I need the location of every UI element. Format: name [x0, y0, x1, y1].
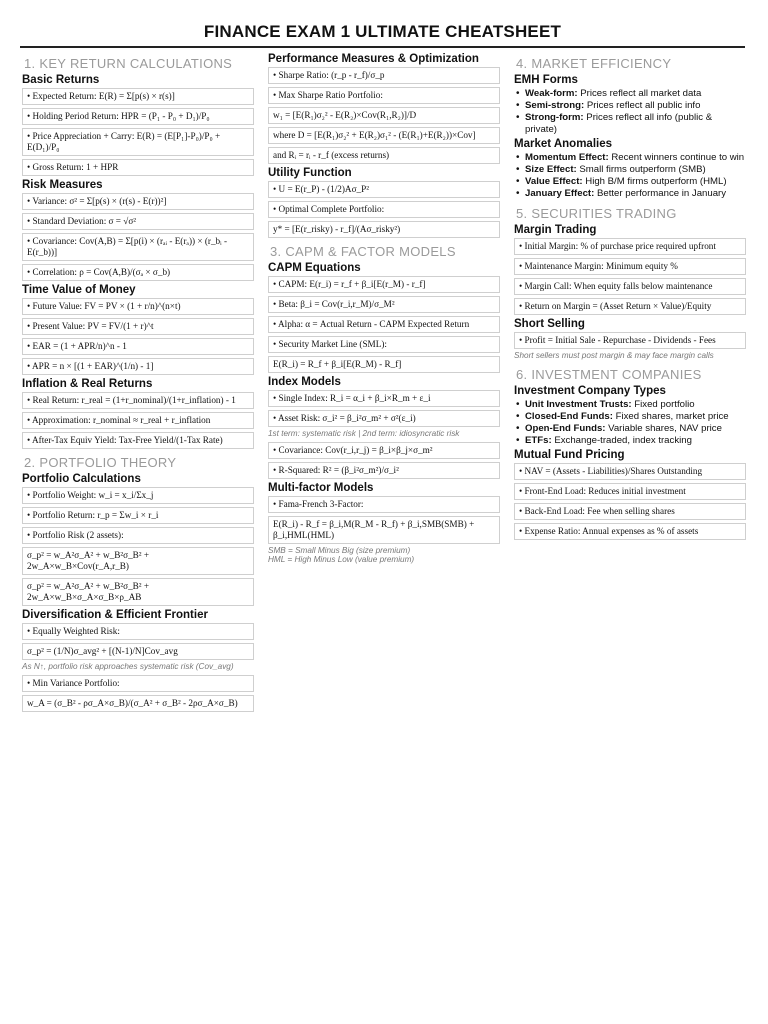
formula-box: • CAPM: E(r_i) = r_f + β_i[E(r_M) - r_f]: [268, 276, 500, 293]
formula-box: • Alpha: α = Actual Return - CAPM Expected Return: [268, 316, 500, 333]
formula-box: • Margin Call: When equity falls below maintenance: [514, 278, 746, 295]
subheading-performance-measures: Performance Measures & Optimization: [268, 53, 479, 65]
formula-box: • Real Return: r_real = (1+r_nominal)/(1+r_inflation) - 1: [22, 392, 254, 409]
formula-box: • Beta: β_i = Cov(r_i,r_M)/σ_M²: [268, 296, 500, 313]
list-item: • Strong-form: Prices reflect all info (public & private): [514, 112, 746, 134]
formula-box: y* = [E(r_risky) - r_f]/(Aσ_risky²): [268, 221, 500, 238]
subheading-index-models: Index Models: [268, 376, 341, 388]
formula-box: • Min Variance Portfolio:: [22, 675, 254, 692]
formula-box: • Covariance: Cov(r_i,r_j) = β_i×β_j×σ_m²: [268, 442, 500, 459]
subheading-time-value-of-money: Time Value of Money: [22, 284, 136, 296]
subheading-risk-measures: Risk Measures: [22, 179, 103, 191]
note: Short sellers must post margin & may face margin calls: [514, 350, 714, 360]
formula-box: • Equally Weighted Risk:: [22, 623, 254, 640]
subheading-multi-factor-models: Multi-factor Models: [268, 482, 374, 494]
subheading-market-anomalies: Market Anomalies: [514, 137, 612, 150]
formula-box: σ_p² = (1/N)σ_avg² + [(N-1)/N]Cov_avg: [22, 643, 254, 660]
formula-box: • Correlation: ρ = Cov(A,B)/(σₐ × σ_b): [22, 264, 254, 281]
bullet-list: [514, 152, 746, 200]
bullet-list: [514, 88, 746, 135]
subheading-margin-trading: Margin Trading: [514, 223, 597, 236]
formula-box: and Rᵢ = rᵢ - r_f (excess returns): [268, 147, 500, 164]
subheading-basic-returns: Basic Returns: [22, 74, 100, 86]
subheading-portfolio-calculations: Portfolio Calculations: [22, 473, 141, 485]
subheading-emh-forms: EMH Forms: [514, 74, 578, 86]
formula-box: • Portfolio Risk (2 assets):: [22, 527, 254, 544]
formula-box: where D = [E(R₁)σ₂² + E(R₂)σ₁² - (E(R₁)+E(R₂))×Cov]: [268, 127, 500, 144]
formula-box: • Initial Margin: % of purchase price required upfront: [514, 238, 746, 255]
formula-box: • EAR = (1 + APR/n)^n - 1: [22, 338, 254, 355]
formula-box: • Max Sharpe Ratio Portfolio:: [268, 87, 500, 104]
section-heading-capm: 3. CAPM & FACTOR MODELS: [270, 244, 456, 259]
formula-box: • Holding Period Return: HPR = (P₁ - P₀ + D₁)/P₀: [22, 108, 254, 125]
subheading-capm-equations: CAPM Equations: [268, 262, 361, 274]
list-item: • Weak-form: Prices reflect all market data: [514, 88, 746, 99]
section-heading-investment-companies: 6. INVESTMENT COMPANIES: [516, 366, 702, 382]
column-3: [514, 50, 746, 543]
formula-box: • Approximation: r_nominal ≈ r_real + r_inflation: [22, 412, 254, 429]
formula-box: • Maintenance Margin: Minimum equity %: [514, 258, 746, 275]
formula-box: • Sharpe Ratio: (r_p - r_f)/σ_p: [268, 67, 500, 84]
formula-box: • Return on Margin = (Asset Return × Value)/Equity: [514, 298, 746, 315]
bullet-list: [514, 399, 746, 447]
note: As N↑, portfolio risk approaches systematic risk (Cov_avg): [22, 662, 234, 671]
formula-box: • NAV = (Assets - Liabilities)/Shares Outstanding: [514, 463, 746, 480]
formula-box: E(R_i) = R_f + β_i[E(R_M) - R_f]: [268, 356, 500, 373]
formula-box: • Future Value: FV = PV × (1 + r/n)^(n×t): [22, 298, 254, 315]
subheading-utility-function: Utility Function: [268, 167, 352, 179]
formula-box: • Price Appreciation + Carry: E(R) = (E[P₁]-P₀)/P₀ + E(D₁)/P₀: [22, 128, 254, 156]
formula-box: • Present Value: PV = FV/(1 + r)^t: [22, 318, 254, 335]
column-1: [22, 50, 254, 715]
list-item: • Semi-strong: Prices reflect all public info: [514, 100, 746, 111]
formula-box: • Gross Return: 1 + HPR: [22, 159, 254, 176]
page-title: FINANCE EXAM 1 ULTIMATE CHEATSHEET: [20, 22, 745, 48]
subheading-investment-company-types: Investment Company Types: [514, 384, 666, 397]
formula-box: • Expected Return: E(R) = Σ[p(s) × r(s)]: [22, 88, 254, 105]
list-item: • Size Effect: Small firms outperform (SMB): [514, 164, 746, 175]
subheading-diversification: Diversification & Efficient Frontier: [22, 609, 208, 621]
formula-box: • Covariance: Cov(A,B) = Σ[p(i) × (rₐᵢ - E(rₐ)) × (r_bᵢ - E(r_b))]: [22, 233, 254, 261]
formula-box: E(R_i) - R_f = β_i,M(R_M - R_f) + β_i,SMB(SMB) + β_i,HML(HML): [268, 516, 500, 544]
list-item: • Closed-End Funds: Fixed shares, market price: [514, 411, 746, 422]
formula-box: • Fama-French 3-Factor:: [268, 496, 500, 513]
formula-box: w_A = (σ_B² - ρσ_A×σ_B)/(σ_A² + σ_B² - 2ρσ_A×σ_B): [22, 695, 254, 712]
formula-box: • Profit = Initial Sale - Repurchase - Dividends - Fees: [514, 332, 746, 349]
subheading-mutual-fund-pricing: Mutual Fund Pricing: [514, 449, 625, 462]
section-heading-portfolio-theory: 2. PORTFOLIO THEORY: [24, 455, 177, 470]
formula-box: • APR = n × [(1 + EAR)^(1/n) - 1]: [22, 358, 254, 375]
formula-box: σ_p² = w_A²σ_A² + w_B²σ_B² + 2w_A×w_B×Cov(r_A,r_B): [22, 547, 254, 575]
section-heading-securities-trading: 5. SECURITIES TRADING: [516, 205, 677, 221]
note: HML = High Minus Low (value premium): [268, 555, 415, 564]
formula-box: • Security Market Line (SML):: [268, 336, 500, 353]
list-item: • Value Effect: High B/M firms outperform (HML): [514, 176, 746, 187]
formula-box: • Back-End Load: Fee when selling shares: [514, 503, 746, 520]
list-item: • Unit Investment Trusts: Fixed portfolio: [514, 399, 746, 410]
subheading-inflation: Inflation & Real Returns: [22, 378, 153, 390]
formula-box: σ_p² = w_A²σ_A² + w_B²σ_B² + 2w_A×w_B×σ_A×σ_B×ρ_AB: [22, 578, 254, 606]
formula-box: • Asset Risk: σ_i² = β_i²σ_m² + σ²(ε_i): [268, 410, 500, 427]
formula-box: • Portfolio Return: r_p = Σw_i × r_i: [22, 507, 254, 524]
formula-box: • Front-End Load: Reduces initial investment: [514, 483, 746, 500]
formula-box: • Single Index: R_i = α_i + β_i×R_m + ε_i: [268, 390, 500, 407]
note: SMB = Small Minus Big (size premium): [268, 546, 411, 555]
formula-box: • Optimal Complete Portfolio:: [268, 201, 500, 218]
list-item: • ETFs: Exchange-traded, index tracking: [514, 435, 746, 446]
list-item: • Open-End Funds: Variable shares, NAV price: [514, 423, 746, 434]
column-2: [268, 50, 500, 568]
section-heading-market-efficiency: 4. MARKET EFFICIENCY: [516, 56, 672, 71]
list-item: • Momentum Effect: Recent winners continue to win: [514, 152, 746, 163]
list-item: • January Effect: Better performance in January: [514, 188, 746, 199]
formula-box: w₁ = [E(R₁)σ₂² - E(R₂)×Cov(R₁,R₂)]/D: [268, 107, 500, 124]
formula-box: • Standard Deviation: σ = √σ²: [22, 213, 254, 230]
formula-box: • Portfolio Weight: w_i = x_i/Σx_j: [22, 487, 254, 504]
formula-box: • U = E(r_P) - (1/2)Aσ_P²: [268, 181, 500, 198]
section-heading-key-returns: 1. KEY RETURN CALCULATIONS: [24, 56, 233, 71]
formula-box: • Expense Ratio: Annual expenses as % of assets: [514, 523, 746, 540]
formula-box: • After-Tax Equiv Yield: Tax-Free Yield/(1-Tax Rate): [22, 432, 254, 449]
subheading-short-selling: Short Selling: [514, 317, 585, 330]
formula-box: • R-Squared: R² = (β_i²σ_m²)/σ_i²: [268, 462, 500, 479]
note: 1st term: systematic risk | 2nd term: idiosyncratic risk: [268, 429, 460, 438]
formula-box: • Variance: σ² = Σ[p(s) × (r(s) - E(r))²]: [22, 193, 254, 210]
